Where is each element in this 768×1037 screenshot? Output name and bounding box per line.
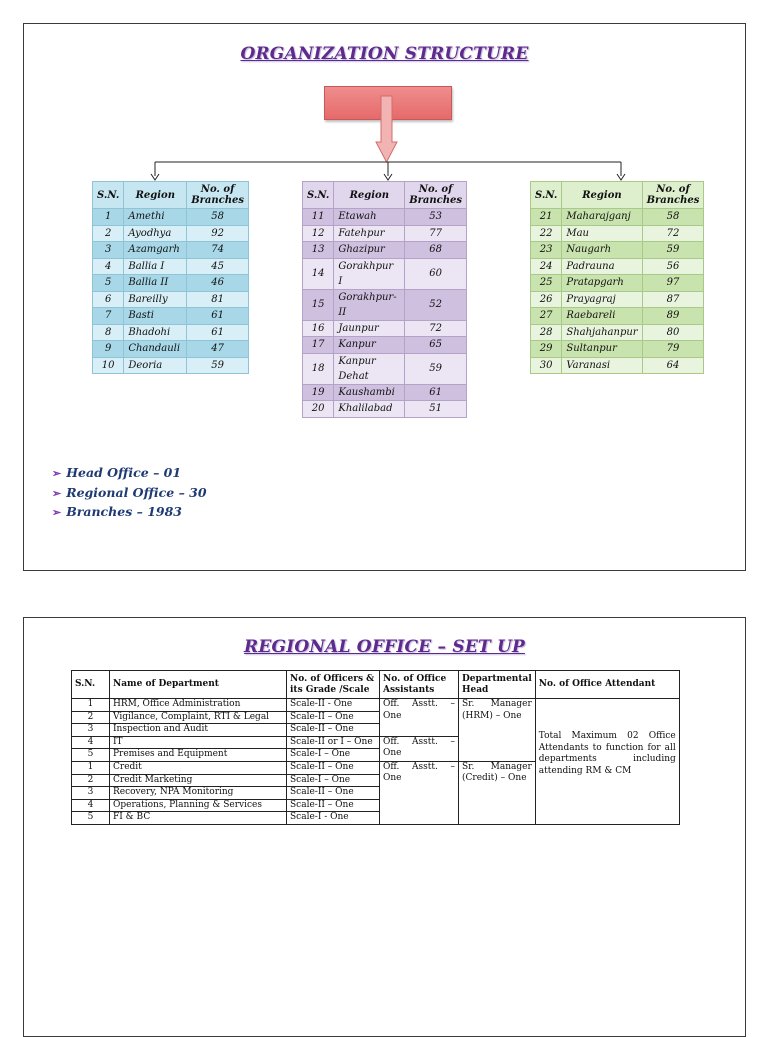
branches-cell: 58 bbox=[642, 209, 704, 226]
table-row: 2 Vigilance, Complaint, RTI & Legal Scale-II – One bbox=[72, 711, 680, 724]
sn-cell: 24 bbox=[531, 258, 562, 275]
region-cell: Padrauna bbox=[562, 258, 642, 275]
col-officers: No. of Officers & its Grade /Scale bbox=[287, 671, 380, 699]
bullet-item: ➢ Branches – 1983 bbox=[52, 504, 182, 519]
table-row: 4 Operations, Planning & Services Scale-II – One bbox=[72, 799, 680, 812]
region-cell: Shahjahanpur bbox=[562, 324, 642, 341]
region-cell: Chandauli bbox=[124, 341, 187, 358]
dept-head-cell: Sr. Manager (Credit) – One bbox=[459, 761, 536, 824]
table-row bbox=[531, 308, 704, 325]
branches-cell: 59 bbox=[187, 357, 249, 374]
table-row bbox=[303, 209, 467, 226]
sn-cell: 15 bbox=[303, 289, 334, 320]
sn-cell: 29 bbox=[531, 341, 562, 358]
assistants-cell: Off. Asstt. – One bbox=[380, 761, 459, 824]
table-row bbox=[93, 357, 249, 374]
region-cell: Azamgarh bbox=[124, 242, 187, 259]
region-cell: Khalilabad bbox=[334, 401, 405, 418]
col-sn: S.N. bbox=[93, 182, 124, 209]
region-cell: Ghazipur bbox=[334, 242, 405, 259]
col-department: Name of Department bbox=[110, 671, 287, 699]
table-row bbox=[93, 209, 249, 226]
region-cell: Jaunpur bbox=[334, 320, 405, 337]
branches-cell: 89 bbox=[642, 308, 704, 325]
table-row bbox=[303, 320, 467, 337]
region-cell: Ayodhya bbox=[124, 225, 187, 242]
region-cell: Naugarh bbox=[562, 242, 642, 259]
branches-cell: 72 bbox=[642, 225, 704, 242]
table-row bbox=[303, 401, 467, 418]
branches-cell: 77 bbox=[405, 225, 467, 242]
sn-cell: 8 bbox=[93, 324, 124, 341]
region-cell: Kanpur Dehat bbox=[334, 353, 405, 384]
sn-cell: 27 bbox=[531, 308, 562, 325]
table-row bbox=[531, 275, 704, 292]
regional-office-slide bbox=[23, 617, 746, 1037]
table-row bbox=[93, 275, 249, 292]
regional-office-title: REGIONAL OFFICE – SET UP bbox=[244, 637, 525, 657]
assistants-cell: Off. Asstt. – One bbox=[380, 736, 459, 761]
sn-cell: 17 bbox=[303, 337, 334, 354]
table-row bbox=[93, 258, 249, 275]
branches-cell: 51 bbox=[405, 401, 467, 418]
region-cell: Ballia I bbox=[124, 258, 187, 275]
branches-cell: 97 bbox=[642, 275, 704, 292]
region-cell: Fatehpur bbox=[334, 225, 405, 242]
table-row bbox=[303, 337, 467, 354]
table-row bbox=[531, 357, 704, 374]
org-structure-slide bbox=[23, 23, 746, 571]
table-row: 4 IT Scale-II or I – One Off. Asstt. – One bbox=[72, 736, 680, 749]
arrow-bullet-icon: ➢ bbox=[52, 467, 62, 480]
bullet-item: ➢ Head Office – 01 bbox=[52, 465, 182, 480]
table-row bbox=[303, 258, 467, 289]
sn-cell: 10 bbox=[93, 357, 124, 374]
branches-cell: 59 bbox=[642, 242, 704, 259]
table-row bbox=[93, 324, 249, 341]
table-row bbox=[93, 225, 249, 242]
table-row bbox=[303, 353, 467, 384]
table-row bbox=[531, 225, 704, 242]
region-cell: Prayagraj bbox=[562, 291, 642, 308]
table-row bbox=[531, 258, 704, 275]
region-cell: Raebareli bbox=[562, 308, 642, 325]
region-cell: Kaushambi bbox=[334, 384, 405, 401]
region-cell: Etawah bbox=[334, 209, 405, 226]
branches-cell: 61 bbox=[405, 384, 467, 401]
table-row: 2 Credit Marketing Scale-I – One bbox=[72, 774, 680, 787]
branches-cell: 61 bbox=[187, 308, 249, 325]
table-row bbox=[93, 308, 249, 325]
branches-cell: 46 bbox=[187, 275, 249, 292]
region-cell: Varanasi bbox=[562, 357, 642, 374]
region-cell: Mau bbox=[562, 225, 642, 242]
region-cell: Bhadohi bbox=[124, 324, 187, 341]
sn-cell: 25 bbox=[531, 275, 562, 292]
sn-cell: 11 bbox=[303, 209, 334, 226]
table-row bbox=[531, 341, 704, 358]
table-row bbox=[531, 324, 704, 341]
branches-cell: 59 bbox=[405, 353, 467, 384]
sn-cell: 19 bbox=[303, 384, 334, 401]
attendant-cell: Total Maximum 02 Office Attendants to function for all departments including attending RM & CM bbox=[535, 699, 679, 825]
region-cell: Sultanpur bbox=[562, 341, 642, 358]
table-row bbox=[531, 209, 704, 226]
table-row: 5 Premises and Equipment Scale-I – One bbox=[72, 749, 680, 762]
sn-cell: 4 bbox=[93, 258, 124, 275]
region-cell: Kanpur bbox=[334, 337, 405, 354]
region-cell: Amethi bbox=[124, 209, 187, 226]
branches-cell: 65 bbox=[405, 337, 467, 354]
region-cell: Deoria bbox=[124, 357, 187, 374]
branches-cell: 64 bbox=[642, 357, 704, 374]
assistants-cell: Off. Asstt. – One bbox=[380, 699, 459, 737]
branches-cell: 45 bbox=[187, 258, 249, 275]
table-row: 3 Recovery, NPA Monitoring Scale-II – One bbox=[72, 787, 680, 800]
branches-cell: 53 bbox=[405, 209, 467, 226]
table-row bbox=[93, 341, 249, 358]
col-branches: No. of Branches bbox=[642, 182, 704, 209]
table-row bbox=[303, 242, 467, 259]
col-region: Region bbox=[562, 182, 642, 209]
sn-cell: 12 bbox=[303, 225, 334, 242]
branches-cell: 72 bbox=[405, 320, 467, 337]
sn-cell: 26 bbox=[531, 291, 562, 308]
branches-cell: 52 bbox=[405, 289, 467, 320]
col-sn: S.N. bbox=[72, 671, 110, 699]
branches-cell: 80 bbox=[642, 324, 704, 341]
sn-cell: 23 bbox=[531, 242, 562, 259]
sn-cell: 3 bbox=[93, 242, 124, 259]
table-row: 1 HRM, Office Administration Scale-II - One Off. Asstt. – One Sr. Manager (HRM) – One Total Maximum 02 Office Attendants to function for all departments including attending RM & CM bbox=[72, 699, 680, 712]
branches-cell: 92 bbox=[187, 225, 249, 242]
col-branches: No. of Branches bbox=[187, 182, 249, 209]
branches-cell: 56 bbox=[642, 258, 704, 275]
col-region: Region bbox=[124, 182, 187, 209]
arrow-bullet-icon: ➢ bbox=[52, 486, 62, 500]
branches-cell: 60 bbox=[405, 258, 467, 289]
branches-cell: 61 bbox=[187, 324, 249, 341]
branches-cell: 74 bbox=[187, 242, 249, 259]
bullet-item: ➢ Regional Office – 30 bbox=[52, 484, 207, 500]
branches-cell: 87 bbox=[642, 291, 704, 308]
regions-table-1 bbox=[92, 181, 249, 374]
region-cell: Basti bbox=[124, 308, 187, 325]
col-region: Region bbox=[334, 182, 405, 209]
sn-cell: 22 bbox=[531, 225, 562, 242]
sn-cell: 18 bbox=[303, 353, 334, 384]
sn-cell: 1 bbox=[93, 209, 124, 226]
region-cell: Bareilly bbox=[124, 291, 187, 308]
branches-cell: 68 bbox=[405, 242, 467, 259]
sn-cell: 20 bbox=[303, 401, 334, 418]
table-row bbox=[531, 242, 704, 259]
regions-table-3 bbox=[530, 181, 704, 374]
sn-cell: 5 bbox=[93, 275, 124, 292]
sn-cell: 7 bbox=[93, 308, 124, 325]
region-cell: Ballia II bbox=[124, 275, 187, 292]
region-cell: Pratapgarh bbox=[562, 275, 642, 292]
col-assistants: No. of Office Assistants bbox=[380, 671, 459, 699]
org-structure-title: ORGANIZATION STRUCTURE bbox=[240, 44, 529, 64]
sn-cell: 16 bbox=[303, 320, 334, 337]
region-cell: Gorakhpur-II bbox=[334, 289, 405, 320]
sn-cell: 9 bbox=[93, 341, 124, 358]
sn-cell: 14 bbox=[303, 258, 334, 289]
table-row: 5 FI & BC Scale-I - One bbox=[72, 812, 680, 825]
col-sn: S.N. bbox=[303, 182, 334, 209]
regions-table-2 bbox=[302, 181, 467, 418]
branches-cell: 81 bbox=[187, 291, 249, 308]
dept-head-cell: Sr. Manager (HRM) – One bbox=[459, 699, 536, 762]
region-cell: Maharajganj bbox=[562, 209, 642, 226]
col-branches: No. of Branches bbox=[405, 182, 467, 209]
sn-cell: 13 bbox=[303, 242, 334, 259]
table-row bbox=[93, 242, 249, 259]
table-row: 1 Credit Scale-II – One Off. Asstt. – One Sr. Manager (Credit) – One bbox=[72, 761, 680, 774]
sn-cell: 2 bbox=[93, 225, 124, 242]
branches-cell: 58 bbox=[187, 209, 249, 226]
connector-arrows bbox=[24, 24, 745, 194]
table-row: 3 Inspection and Audit Scale-II – One bbox=[72, 724, 680, 737]
table-row bbox=[303, 225, 467, 242]
summary-bullets bbox=[52, 464, 207, 523]
col-dept-head: Departmental Head bbox=[459, 671, 536, 699]
table-row bbox=[303, 384, 467, 401]
table-row bbox=[303, 289, 467, 320]
region-cell: Gorakhpur I bbox=[334, 258, 405, 289]
sn-cell: 30 bbox=[531, 357, 562, 374]
sn-cell: 28 bbox=[531, 324, 562, 341]
sn-cell: 21 bbox=[531, 209, 562, 226]
table-row bbox=[93, 291, 249, 308]
sn-cell: 6 bbox=[93, 291, 124, 308]
regional-office-table bbox=[71, 670, 680, 825]
arrow-bullet-icon: ➢ bbox=[52, 506, 62, 519]
branches-cell: 79 bbox=[642, 341, 704, 358]
col-sn: S.N. bbox=[531, 182, 562, 209]
col-attendant: No. of Office Attendant bbox=[535, 671, 679, 699]
table-row bbox=[531, 291, 704, 308]
branches-cell: 47 bbox=[187, 341, 249, 358]
